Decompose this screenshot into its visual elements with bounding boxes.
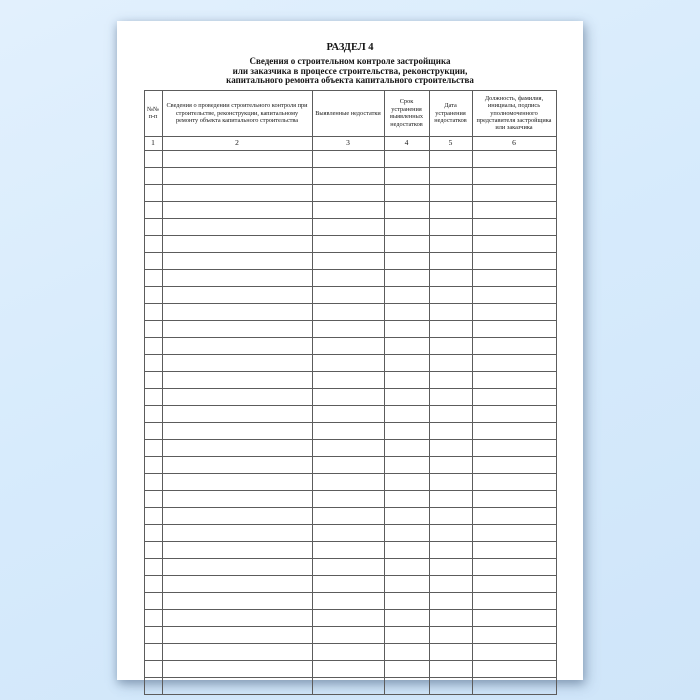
table-row [144, 575, 556, 592]
column-header: Срок устранения выявленных недостатков [384, 90, 429, 136]
empty-cell [472, 626, 556, 643]
empty-cell [312, 541, 384, 558]
empty-cell [429, 269, 472, 286]
column-header: №№ п-п [144, 90, 162, 136]
empty-cell [144, 235, 162, 252]
empty-cell [472, 422, 556, 439]
empty-cell [472, 660, 556, 677]
column-number-row [144, 136, 556, 150]
empty-cell [429, 456, 472, 473]
empty-cell [429, 677, 472, 694]
empty-cell [472, 252, 556, 269]
empty-cell [312, 150, 384, 167]
empty-cell [384, 167, 429, 184]
table-row [144, 524, 556, 541]
empty-cell [312, 167, 384, 184]
empty-cell [162, 592, 312, 609]
column-number: 1 [144, 136, 162, 150]
table-row [144, 626, 556, 643]
table-row [144, 609, 556, 626]
empty-cell [162, 575, 312, 592]
empty-cell [429, 201, 472, 218]
empty-cell [312, 337, 384, 354]
empty-cell [312, 609, 384, 626]
empty-cell [162, 320, 312, 337]
empty-cell [429, 320, 472, 337]
empty-cell [384, 507, 429, 524]
empty-cell [312, 626, 384, 643]
empty-cell [144, 252, 162, 269]
column-header: Выявленные недостатки [312, 90, 384, 136]
empty-cell [312, 235, 384, 252]
empty-cell [472, 541, 556, 558]
empty-cell [312, 456, 384, 473]
empty-cell [312, 354, 384, 371]
empty-cell [472, 643, 556, 660]
empty-cell [429, 592, 472, 609]
empty-cell [384, 575, 429, 592]
empty-cell [472, 269, 556, 286]
empty-cell [429, 286, 472, 303]
empty-cell [472, 473, 556, 490]
empty-cell [384, 405, 429, 422]
table-row [144, 422, 556, 439]
empty-cell [472, 337, 556, 354]
empty-cell [162, 439, 312, 456]
empty-cell [472, 490, 556, 507]
table-row [144, 660, 556, 677]
empty-cell [162, 643, 312, 660]
empty-cell [472, 150, 556, 167]
empty-cell [429, 422, 472, 439]
empty-cell [384, 320, 429, 337]
empty-cell [312, 507, 384, 524]
subtitle-line: или заказчика в процессе строительства, реконструкции, [232, 65, 468, 76]
empty-cell [472, 456, 556, 473]
empty-cell [429, 660, 472, 677]
table-row [144, 507, 556, 524]
subtitle-line: Сведения о строительном контроле застройщика [249, 56, 451, 66]
table-row [144, 167, 556, 184]
empty-cell [429, 439, 472, 456]
empty-cell [162, 507, 312, 524]
empty-cell [429, 252, 472, 269]
empty-cell [429, 507, 472, 524]
table-row [144, 371, 556, 388]
table-row [144, 405, 556, 422]
empty-cell [144, 609, 162, 626]
empty-cell [144, 320, 162, 337]
table-row [144, 354, 556, 371]
empty-cell [312, 558, 384, 575]
empty-cell [384, 218, 429, 235]
empty-cell [384, 235, 429, 252]
table-row [144, 235, 556, 252]
empty-cell [162, 235, 312, 252]
empty-cell [144, 269, 162, 286]
empty-cell [162, 456, 312, 473]
empty-cell [384, 371, 429, 388]
empty-cell [162, 626, 312, 643]
empty-cell [472, 609, 556, 626]
empty-cell [472, 405, 556, 422]
empty-cell [472, 677, 556, 694]
empty-cell [144, 405, 162, 422]
table-body [144, 150, 556, 694]
table-row [144, 150, 556, 167]
empty-cell [384, 558, 429, 575]
table-row [144, 286, 556, 303]
empty-cell [384, 337, 429, 354]
empty-cell [384, 490, 429, 507]
empty-cell [312, 422, 384, 439]
empty-cell [312, 473, 384, 490]
empty-cell [162, 201, 312, 218]
section-title: РАЗДЕЛ 4 [326, 42, 374, 53]
empty-cell [312, 201, 384, 218]
empty-cell [429, 575, 472, 592]
empty-cell [384, 643, 429, 660]
empty-cell [144, 337, 162, 354]
empty-cell [144, 592, 162, 609]
empty-cell [162, 371, 312, 388]
column-header: Дата устранения недостатков [429, 90, 472, 136]
empty-cell [472, 320, 556, 337]
empty-cell [384, 269, 429, 286]
empty-cell [384, 626, 429, 643]
empty-cell [429, 388, 472, 405]
column-number: 5 [429, 136, 472, 150]
empty-cell [144, 524, 162, 541]
empty-cell [312, 320, 384, 337]
subtitle-line: капитального ремонта объекта капитального строительства [226, 75, 474, 86]
empty-cell [144, 184, 162, 201]
empty-cell [472, 558, 556, 575]
empty-cell [144, 558, 162, 575]
empty-cell [384, 524, 429, 541]
column-number: 3 [312, 136, 384, 150]
table-row [144, 439, 556, 456]
empty-cell [429, 473, 472, 490]
empty-cell [384, 473, 429, 490]
empty-cell [472, 388, 556, 405]
empty-cell [312, 218, 384, 235]
table-row [144, 184, 556, 201]
empty-cell [384, 286, 429, 303]
empty-cell [384, 388, 429, 405]
empty-cell [144, 303, 162, 320]
empty-cell [384, 660, 429, 677]
empty-cell [144, 167, 162, 184]
empty-cell [472, 507, 556, 524]
empty-cell [144, 422, 162, 439]
column-number: 4 [384, 136, 429, 150]
empty-cell [144, 643, 162, 660]
empty-cell [429, 558, 472, 575]
column-number: 6 [472, 136, 556, 150]
empty-cell [384, 456, 429, 473]
empty-cell [472, 354, 556, 371]
empty-cell [162, 524, 312, 541]
empty-cell [429, 167, 472, 184]
empty-cell [472, 235, 556, 252]
empty-cell [162, 167, 312, 184]
empty-cell [429, 524, 472, 541]
empty-cell [429, 235, 472, 252]
empty-cell [144, 371, 162, 388]
table-row [144, 320, 556, 337]
table-row [144, 303, 556, 320]
empty-cell [384, 422, 429, 439]
empty-cell [144, 388, 162, 405]
column-header: Должность, фамилия, инициалы, подпись уполномоченного представителя застройщика или заказчика [472, 90, 556, 136]
empty-cell [144, 541, 162, 558]
empty-cell [312, 252, 384, 269]
table-row [144, 388, 556, 405]
table-head [144, 90, 556, 150]
empty-cell [384, 677, 429, 694]
column-number: 2 [162, 136, 312, 150]
page-subtitle [117, 57, 583, 86]
empty-cell [472, 592, 556, 609]
empty-cell [472, 184, 556, 201]
empty-cell [144, 456, 162, 473]
empty-cell [144, 626, 162, 643]
empty-cell [384, 252, 429, 269]
empty-cell [162, 422, 312, 439]
empty-cell [312, 575, 384, 592]
empty-cell [312, 303, 384, 320]
empty-cell [144, 286, 162, 303]
table-row [144, 677, 556, 694]
empty-cell [384, 150, 429, 167]
empty-cell [429, 643, 472, 660]
journal-table [144, 90, 557, 695]
empty-cell [144, 218, 162, 235]
table-row [144, 456, 556, 473]
table-row [144, 337, 556, 354]
empty-cell [312, 643, 384, 660]
empty-cell [429, 184, 472, 201]
empty-cell [384, 184, 429, 201]
empty-cell [162, 490, 312, 507]
empty-cell [384, 439, 429, 456]
empty-cell [162, 558, 312, 575]
empty-cell [162, 337, 312, 354]
empty-cell [429, 303, 472, 320]
empty-cell [162, 541, 312, 558]
empty-cell [162, 609, 312, 626]
empty-cell [384, 592, 429, 609]
document-page [117, 21, 583, 680]
table-row [144, 490, 556, 507]
empty-cell [144, 473, 162, 490]
table-row [144, 643, 556, 660]
empty-cell [162, 388, 312, 405]
empty-cell [472, 524, 556, 541]
empty-cell [162, 677, 312, 694]
table-row [144, 252, 556, 269]
table-row [144, 473, 556, 490]
empty-cell [162, 354, 312, 371]
table-row [144, 269, 556, 286]
empty-cell [429, 150, 472, 167]
empty-cell [312, 439, 384, 456]
empty-cell [162, 405, 312, 422]
column-header: Сведения о проведении строительного контроля при строительстве, реконструкции, капитальному ремонту объекта капитального строительства [162, 90, 312, 136]
empty-cell [162, 286, 312, 303]
empty-cell [429, 626, 472, 643]
empty-cell [312, 677, 384, 694]
empty-cell [312, 524, 384, 541]
empty-cell [429, 609, 472, 626]
empty-cell [472, 201, 556, 218]
table-row [144, 201, 556, 218]
empty-cell [312, 371, 384, 388]
header-row [144, 90, 556, 136]
empty-cell [384, 201, 429, 218]
empty-cell [429, 218, 472, 235]
table-row [144, 592, 556, 609]
empty-cell [162, 252, 312, 269]
empty-cell [162, 660, 312, 677]
empty-cell [312, 184, 384, 201]
table-row [144, 218, 556, 235]
empty-cell [162, 218, 312, 235]
empty-cell [144, 660, 162, 677]
empty-cell [144, 354, 162, 371]
empty-cell [162, 303, 312, 320]
empty-cell [429, 337, 472, 354]
empty-cell [312, 269, 384, 286]
empty-cell [472, 303, 556, 320]
empty-cell [472, 575, 556, 592]
table-row [144, 541, 556, 558]
empty-cell [384, 354, 429, 371]
empty-cell [472, 371, 556, 388]
empty-cell [162, 150, 312, 167]
empty-cell [144, 201, 162, 218]
empty-cell [429, 490, 472, 507]
empty-cell [312, 405, 384, 422]
empty-cell [162, 473, 312, 490]
empty-cell [312, 286, 384, 303]
empty-cell [144, 439, 162, 456]
empty-cell [144, 150, 162, 167]
empty-cell [472, 218, 556, 235]
empty-cell [162, 184, 312, 201]
empty-cell [144, 677, 162, 694]
empty-cell [429, 354, 472, 371]
empty-cell [472, 439, 556, 456]
empty-cell [144, 507, 162, 524]
empty-cell [162, 269, 312, 286]
empty-cell [312, 660, 384, 677]
table-row [144, 558, 556, 575]
empty-cell [312, 388, 384, 405]
empty-cell [429, 371, 472, 388]
empty-cell [429, 405, 472, 422]
empty-cell [384, 541, 429, 558]
empty-cell [144, 575, 162, 592]
empty-cell [144, 490, 162, 507]
empty-cell [429, 541, 472, 558]
empty-cell [312, 592, 384, 609]
empty-cell [312, 490, 384, 507]
empty-cell [472, 286, 556, 303]
empty-cell [384, 303, 429, 320]
empty-cell [472, 167, 556, 184]
empty-cell [384, 609, 429, 626]
